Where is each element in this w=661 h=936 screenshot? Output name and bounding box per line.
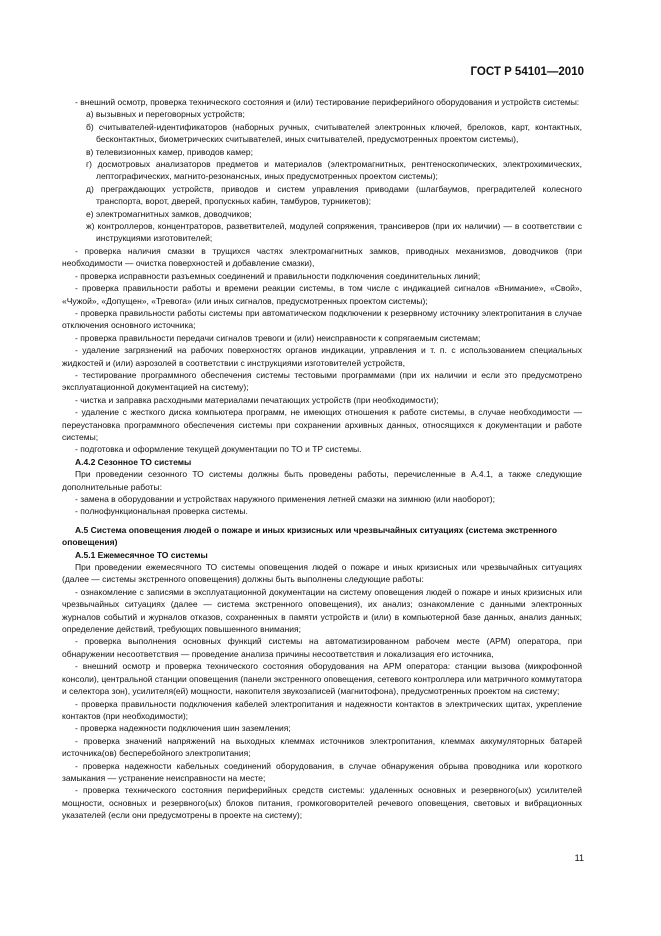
paragraph: - проверка правильности передачи сигналов тревоги и (или) неисправности к сопрягаемым системам; xyxy=(75,332,481,343)
paragraph: - проверка правильности подключения кабелей электропитания и надежности контактов в электрических щитах, укрепление контактов (при необходимости); xyxy=(62,698,582,721)
paragraph: - проверка технического состояния периферийных средств системы: удаленных основных и резервного(ых) усилителей мощности, основных и резервного(ых) блоков питания, громкоговорителей речевого оповещения, световых и вибрационных указателей (если они предусмотрены в проекте на систему); xyxy=(62,785,582,821)
section-heading: А.4.2 Сезонное ТО системы xyxy=(75,456,192,467)
paragraph: - проверка надежности кабельных соединений оборудования, в случае обнаружения обрыва проводника или короткого замыкания — устранение неисправности на месте; xyxy=(62,760,582,783)
paragraph: - внешний осмотр и проверка технического состояния оборудования на АРМ оператора: станции вызова (микрофонной консоли), центральной станции оповещения (панели экстренного оповещения, сетевого контроллера или матричного коммутатора и селектора зон), усилителя(ей) мощности, накопителя звукозаписей (магнитофона), предусмотренных проектом на систему; xyxy=(62,661,582,697)
document-code-header: ГОСТ Р 54101—2010 xyxy=(470,66,584,78)
paragraph: - проверка наличия смазки в трущихся частях электромагнитных замков, приводных механизмов, доводчиков (при необходимости — очистка поверхностей и добавление смазки), xyxy=(62,245,582,269)
list-item: д) преграждающих устройств, приводов и систем управления приводами (шлагбаумов, преградителей колесного транспорта, ворот, дверей, пропускных кабин, тамбуров, турникетов); xyxy=(86,183,582,207)
section-heading: А.5 Система оповещения людей о пожаре и иных кризисных или чрезвычайных ситуациях (система экстренного оповещения) xyxy=(62,524,558,548)
list-item: б) считывателей-идентификаторов (наборных ручных, считывателей электронных ключей, брелоков, карт, контактных, бесконтактных, биометрических считывателей, иных считывателей, предусмотренных проектом системы), xyxy=(86,121,582,145)
list-item: а) вызывных и переговорных устройств; xyxy=(86,109,245,120)
paragraph: - подготовка и оформление текущей документации по ТО и ТР системы. xyxy=(75,444,362,455)
paragraph: - замена в оборудовании и устройствах наружного применения летней смазки на зимнюю (или наоборот); xyxy=(75,494,495,504)
paragraph: - проверка правильности работы и времени реакции системы, в том числе с индикацией сигналов «Внимание», «Свой», «Чужой», «Допущен», «Тревога» (или иных сигналов, предусмотренных проектом системы); xyxy=(62,283,582,306)
paragraph: При проведении сезонного ТО системы должны быть проведены работы, перечисленные в А.4.1, а также следующие дополнительные работы: xyxy=(62,469,582,492)
list-item: ж) контроллеров, концентраторов, разветвителей, модулей сопряжения, трансиверов (при их наличии) — в соответствии с инструкциями изготовителей; xyxy=(86,221,582,244)
paragraph: - ознакомление с записями в эксплуатационной документации на систему оповещения людей о пожаре и иных кризисных или чрезвычайных ситуациях (далее — система экстренного оповещения), их анализ; ознакомление с данными электронных журналов событий и журналов отказов, сохраненных в памяти устройств и (или) в компьютерной базе данных, анализ данных; определение действий, требующих повышенного внимания; xyxy=(62,586,582,635)
paragraph: При проведении ежемесячного ТО системы оповещения людей о пожаре и иных кризисных или чрезвычайных ситуациях (далее — системы экстренного оповещения) должны быть выполнены следующие работы: xyxy=(62,562,582,585)
paragraph: - проверка исправности разъемных соединений и правильности подключения соединительных линий; xyxy=(75,270,481,281)
page-body xyxy=(62,96,582,822)
page-number: 11 xyxy=(574,853,584,863)
paragraph: - удаление загрязнений на рабочих поверхностях органов индикации, управления и т. п. с использованием специальных жидкостей и (или) аэрозолей в соответствии с инструкциями изготовителей устройств, xyxy=(62,345,582,368)
paragraph: - чистка и заправка расходными материалами печатающих устройств (при необходимости); xyxy=(75,394,439,405)
list-item: в) телевизионных камер, приводов камер; xyxy=(86,146,253,157)
paragraph: - полнофункциональная проверка системы. xyxy=(75,506,248,517)
paragraph: - удаление с жесткого диска компьютера программ, не имеющих отношения к работе системы, в случае необходимости — переустановка программного обеспечения системы при сохранении архивных данных, относящихся к документации и работе системы; xyxy=(62,407,582,442)
section-heading: А.5.1 Ежемесячное ТО системы xyxy=(75,549,208,560)
paragraph: - проверка значений напряжений на выходных клеммах источников электропитания, клеммах аккумуляторных батарей источника(ов) бесперебойного электропитания; xyxy=(62,735,582,759)
paragraph: - внешний осмотр, проверка технического состояния и (или) тестирование периферийного оборудования и устройств системы: xyxy=(75,97,580,107)
list-item: г) досмотровых анализаторов предметов и материалов (электромагнитных, рентгеноскопических, электрохимических, лептографических, магнито-резонансных, иных предусмотренных проектом системы); xyxy=(86,159,582,182)
paragraph: - проверка надежности подключения шин заземления; xyxy=(75,723,291,734)
list-item: е) электромагнитных замков, доводчиков; xyxy=(86,208,252,219)
paragraph: - тестирование программного обеспечения системы тестовыми программами (при их наличии и если это предусмотрено эксплуатационной документацией на систему); xyxy=(62,369,582,393)
paragraph: - проверка правильности работы системы при автоматическом подключении к резервному источнику электропитания в случае отключения основного источника; xyxy=(62,307,582,331)
paragraph: - проверка выполнения основных функций системы на автоматизированном рабочем месте (АРМ) оператора, при обнаружении несоответствия — проведение анализа причины несоответствия и локализация его источника, xyxy=(62,636,582,659)
